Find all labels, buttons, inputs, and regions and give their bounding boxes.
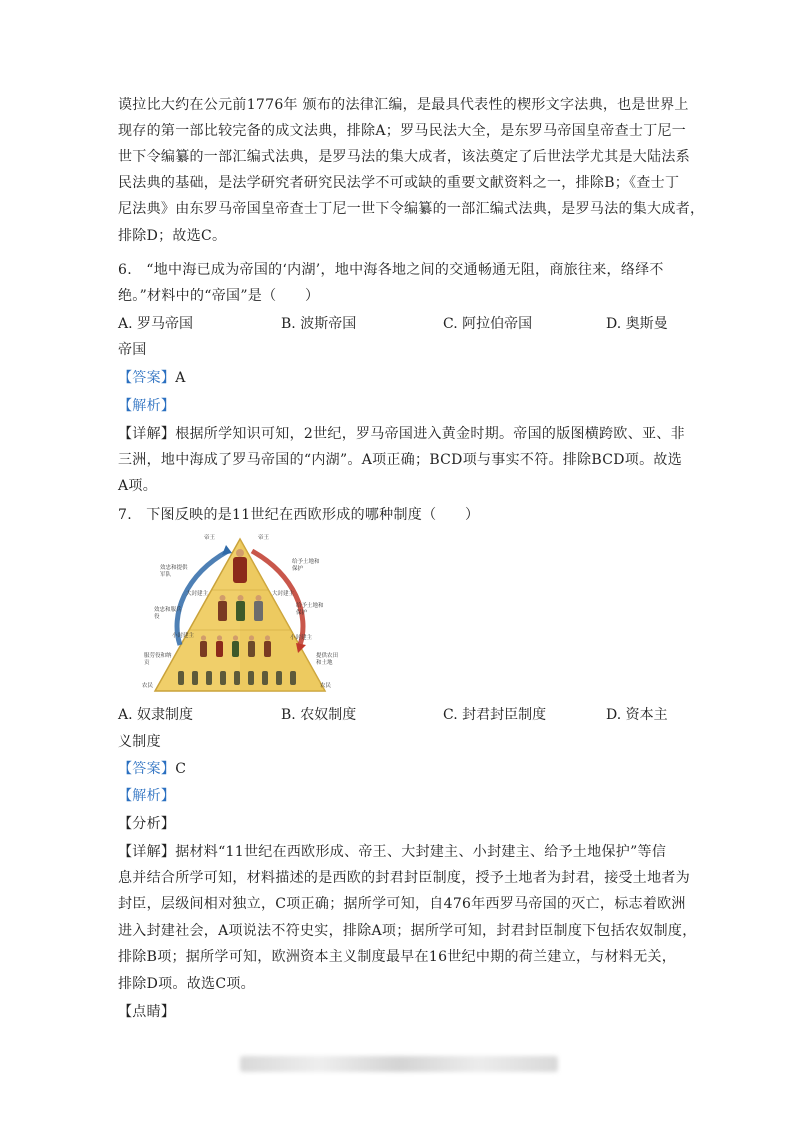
fig-label-left-2: 效忠和服兵役 (154, 607, 182, 620)
feudal-pyramid-figure (140, 535, 340, 695)
q7-detail-line-4: 进入封建社会，A项说法不符史实，排除A项；据所学可知，封君封臣制度下包括农奴制度， (118, 923, 697, 939)
q6-analysis-tag: 【解析】 (118, 398, 176, 414)
paragraph-line-1: 谟拉比大约在公元前1776年 颁布的法律汇编，是最具代表性的楔形文字法典，也是世界上 (118, 97, 689, 113)
q7-answer-value: C (175, 761, 187, 777)
q7-detail-line-3: 封臣，层级间相对独立，C项正确；据所学可知，自476年西罗马帝国的灭亡，标志着欧洲 (118, 896, 686, 912)
q7-detail-tag: 【详解】 (118, 844, 176, 860)
q6-stem-line-1: 6. “地中海已成为帝国的‘内湖’，地中海各地之间的交通畅通无阻，商旅往来，络绎不 (118, 262, 664, 278)
q6-detail-text-1: 根据所学知识可知，2世纪，罗马帝国进入黄金时期。帝国的版图横跨欧、亚、非 (175, 426, 685, 442)
q7-option-c: C. 封君封臣制度 (443, 707, 547, 723)
q6-detail-line-2: 三洲，地中海成了罗马帝国的“内湖”。A项正确；BCD项与事实不符。排除BCD项。故选 (118, 452, 682, 468)
q6-option-a: A. 罗马帝国 (118, 316, 194, 332)
q6-answer-line (118, 365, 678, 391)
q7-stem: 7. 下图反映的是11世纪在西欧形成的哪种制度（ ） (118, 507, 480, 523)
blurred-footer-watermark (240, 1056, 558, 1072)
paragraph-line-5: 尼法典》由东罗马帝国皇帝查士丁尼一世下令编纂的一部汇编式法典，是罗马法的集大成者， (118, 201, 705, 217)
q7-detail-line-6: 排除D项。故选C项。 (118, 976, 255, 992)
q7-fenxi-tag: 【分析】 (118, 816, 176, 832)
fig-label-right-1: 给予土地和保护 (292, 559, 320, 572)
fig-label-low-left: 小封建主 (172, 633, 195, 639)
paragraph-line-6: 排除D；故选C。 (118, 228, 227, 244)
fig-label-right-2: 给予土地和保护 (296, 603, 324, 616)
q7-option-d-continued: 义制度 (118, 734, 161, 750)
fig-label-low-right: 小封建主 (290, 635, 313, 641)
fig-label-mid-right: 大封建主 (272, 591, 295, 597)
fig-label-left-3: 服劳役和纳贡 (144, 653, 172, 666)
q6-option-b: B. 波斯帝国 (281, 316, 357, 332)
fig-label-right-3: 提供农田和土地 (316, 653, 339, 666)
q7-option-d: D. 资本主 (606, 707, 668, 723)
q6-answer-value: A (175, 370, 186, 386)
q7-detail-line-1 (118, 839, 678, 865)
paragraph-line-4: 民法典的基础，是法学研究者研究民法学不可或缺的重要文献资料之一，排除B；《查士丁 (118, 175, 680, 191)
q7-answer-line (118, 756, 678, 782)
q6-stem-line-2: 绝。”材料中的“帝国”是（ ） (118, 288, 320, 304)
q7-detail-line-5: 排除B项；据所学可知，欧洲资本主义制度最早在16世纪中期的荷兰建立，与材料无关， (118, 949, 677, 965)
fig-label-mid-left: 大封建主 (186, 591, 209, 597)
q6-detail-tag: 【详解】 (118, 426, 176, 442)
king-head (236, 549, 244, 557)
fig-label-top-left: 帝王 (204, 535, 216, 541)
paragraph-line-2: 现存的第一部比较完备的成文法典，排除A；罗马民法大全，是东罗马帝国皇帝查士丁尼一 (118, 123, 687, 139)
left-arrowhead-icon (222, 545, 232, 555)
q7-dianjing-tag: 【点睛】 (118, 1004, 176, 1020)
q7-option-b: B. 农奴制度 (281, 707, 357, 723)
king-figure (233, 557, 247, 583)
fig-label-bottom-right: 农民 (320, 683, 332, 689)
q7-answer-tag: 【答案】 (118, 761, 176, 777)
q7-option-a: A. 奴隶制度 (118, 707, 194, 723)
fig-label-left-1: 效忠和提供军队 (160, 565, 188, 578)
fig-label-bottom-left: 农民 (142, 683, 154, 689)
q7-detail-line-2: 息并结合所学可知，材料描述的是西欧的封君封臣制度，授予土地者为封君，接受土地者为 (118, 870, 690, 886)
great-lords-group (218, 595, 263, 621)
q6-detail-line-3: A项。 (118, 478, 158, 494)
q7-analysis-tag: 【解析】 (118, 788, 176, 804)
q7-detail-text-1: 据材料“11世纪在西欧形成、帝王、大封建主、小封建主、给予土地保护”等信 (175, 844, 667, 860)
q6-option-d: D. 奥斯曼 (606, 316, 668, 332)
q6-option-d-continued: 帝国 (118, 342, 147, 358)
fig-label-top-right: 帝王 (258, 535, 270, 541)
paragraph-line-3: 世下令编纂的一部汇编式法典，是罗马法的集大成者，该法奠定了后世法学尤其是大陆法系 (118, 149, 690, 165)
peasants-group (178, 671, 296, 685)
q6-option-c: C. 阿拉伯帝国 (443, 316, 533, 332)
q6-detail-line-1 (118, 421, 685, 447)
q6-answer-tag: 【答案】 (118, 370, 176, 386)
